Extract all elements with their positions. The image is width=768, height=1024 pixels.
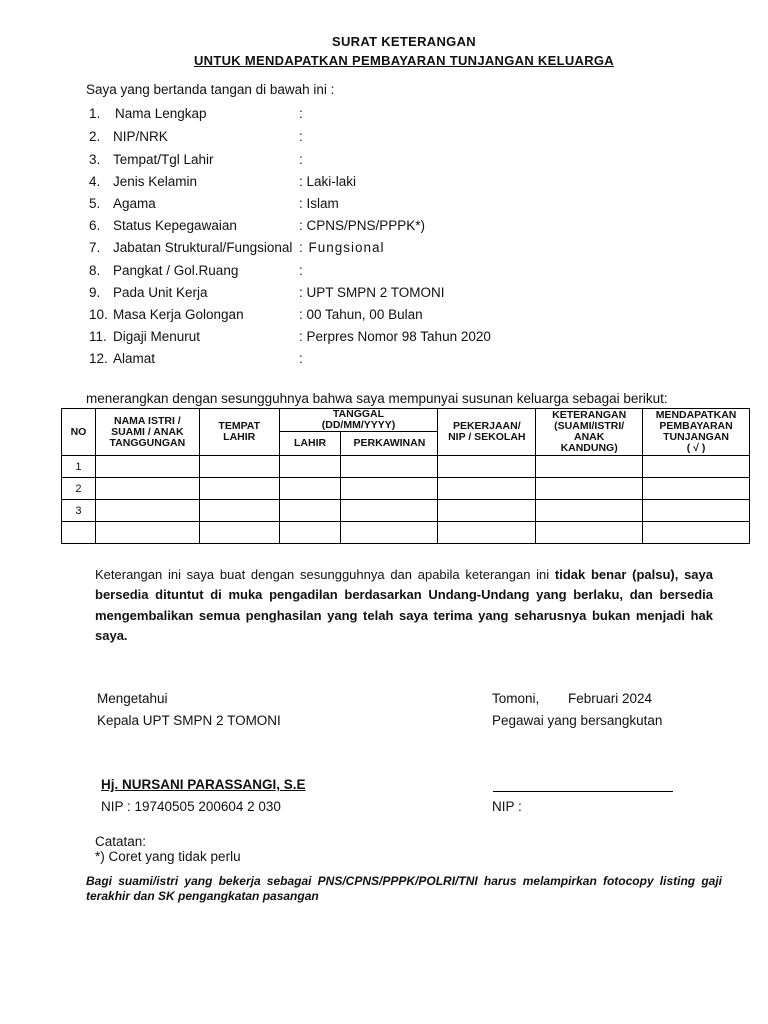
- table-row: [62, 456, 750, 478]
- table-row: [62, 500, 750, 522]
- field-value: : Perpres Nomor 98 Tahun 2020: [299, 329, 491, 344]
- field-value: :: [299, 263, 303, 278]
- field-pangkat: [89, 263, 303, 283]
- field-label: Pada Unit Kerja: [113, 285, 208, 300]
- table-row: [62, 522, 750, 544]
- field-value: : CPNS/PNS/PPPK*): [299, 218, 426, 233]
- row-number: 1: [62, 456, 96, 478]
- header-nama: NAMA ISTRI / SUAMI / ANAK TANGGUNGAN: [95, 409, 199, 456]
- field-value: :: [299, 351, 303, 366]
- field-status-kepegawaian: [89, 218, 426, 238]
- signature-date: Februari 2024: [568, 691, 653, 706]
- field-label: Alamat: [113, 351, 156, 366]
- header-mendapatkan: MENDAPATKAN PEMBAYARAN TUNJANGAN ( √ ): [643, 409, 750, 456]
- field-jabatan: [89, 240, 385, 260]
- field-nip: [89, 129, 303, 149]
- field-value: : 00 Tahun, 00 Bulan: [299, 307, 423, 322]
- field-number: 6.: [89, 218, 101, 233]
- pegawai-title: Pegawai yang bersangkutan: [492, 713, 663, 728]
- header-no: NO: [62, 409, 96, 456]
- field-number: 4.: [89, 174, 101, 189]
- field-number: 10.: [89, 307, 108, 322]
- table-row: [62, 478, 750, 500]
- footnote: Bagi suami/istri yang bekerja sebagai PNS/CPNS/PPPK/POLRI/TNI harus melampirkan fotocopy listing gaji terakhir dan SK pengangkatan pasangan: [86, 874, 722, 903]
- header-lahir: LAHIR: [279, 432, 341, 456]
- field-label: Nama Lengkap: [115, 106, 207, 121]
- field-digaji-menurut: [89, 329, 491, 349]
- intro-text: Saya yang bertanda tangan di bawah ini :: [86, 82, 335, 97]
- field-value: :: [299, 152, 303, 167]
- row-number: [62, 522, 96, 544]
- pegawai-nip: NIP :: [492, 799, 522, 814]
- field-number: 7.: [89, 240, 101, 255]
- kepala-title: Kepala UPT SMPN 2 TOMONI: [97, 713, 281, 728]
- kepala-nip: NIP : 19740505 200604 2 030: [101, 799, 281, 814]
- field-number: 9.: [89, 285, 101, 300]
- field-value: : Laki-laki: [299, 174, 357, 189]
- field-value: :: [299, 129, 303, 144]
- field-label: Agama: [113, 196, 156, 211]
- field-value: : UPT SMPN 2 TOMONI: [299, 285, 445, 300]
- field-value: :: [299, 106, 303, 121]
- document-subtitle: UNTUK MENDAPATKAN PEMBAYARAN TUNJANGAN KELUARGA: [193, 53, 614, 68]
- field-alamat: [89, 351, 303, 371]
- field-label: Masa Kerja Golongan: [113, 307, 244, 322]
- signature-line: [493, 791, 673, 792]
- row-number: 2: [62, 478, 96, 500]
- field-label: Jabatan Struktural/Fungsional: [113, 240, 293, 255]
- kepala-name: Hj. NURSANI PARASSANGI, S.E: [101, 777, 306, 792]
- field-agama: [89, 196, 339, 216]
- catatan-text: *) Coret yang tidak perlu: [95, 849, 241, 864]
- header-tanggal: TANGGAL (DD/MM/YYYY): [279, 409, 438, 432]
- field-number: 8.: [89, 263, 101, 278]
- statement-text: Keterangan ini saya buat dengan sesungguhnya dan apabila keterangan ini: [95, 567, 555, 582]
- row-number: 3: [62, 500, 96, 522]
- field-jenis-kelamin: [89, 174, 357, 194]
- field-tempat-tgl-lahir: [89, 152, 303, 172]
- field-label: Jenis Kelamin: [113, 174, 198, 189]
- field-label: Pangkat / Gol.Ruang: [113, 263, 239, 278]
- field-number: 11.: [89, 329, 107, 344]
- field-label: NIP/NRK: [113, 129, 168, 144]
- field-number: 1.: [89, 106, 101, 121]
- document-title: SURAT KETERANGAN: [332, 34, 476, 49]
- field-label: Tempat/Tgl Lahir: [113, 152, 214, 167]
- field-number: 2.: [89, 129, 101, 144]
- statement-bold-text: tidak benar (palsu), saya bersedia dituntut di muka pengadilan berdasarkan Undang-Undang yang berlaku, dan bersedia mengembalikan semua penghasilan yang telah saya terima yang seharusnya bukan menjadi hak saya.: [95, 567, 713, 643]
- mengetahui-label: Mengetahui: [97, 691, 168, 706]
- field-number: 12.: [89, 351, 108, 366]
- field-unit-kerja: [89, 285, 445, 305]
- field-label: Status Kepegawaian: [113, 218, 237, 233]
- catatan-label: Catatan:: [95, 834, 147, 849]
- header-perkawinan: PERKAWINAN: [341, 432, 438, 456]
- statement-paragraph: [95, 565, 713, 646]
- signature-place: Tomoni,: [492, 691, 540, 706]
- family-intro-text: menerangkan dengan sesungguhnya bahwa saya mempunyai susunan keluarga sebagai berikut:: [86, 391, 668, 406]
- field-value: : Fungsional: [299, 240, 385, 255]
- header-keterangan: KETERANGAN (SUAMI/ISTRI/ ANAK KANDUNG): [536, 409, 643, 456]
- family-table: [61, 408, 750, 544]
- header-pekerjaan: PEKERJAAN/ NIP / SEKOLAH: [438, 409, 536, 456]
- field-number: 3.: [89, 152, 101, 167]
- field-masa-kerja: [89, 307, 423, 327]
- field-nama-lengkap: [89, 106, 303, 126]
- header-tempat-lahir: TEMPAT LAHIR: [199, 409, 279, 456]
- field-label: Digaji Menurut: [113, 329, 201, 344]
- field-number: 5.: [89, 196, 101, 211]
- field-value: : Islam: [299, 196, 339, 211]
